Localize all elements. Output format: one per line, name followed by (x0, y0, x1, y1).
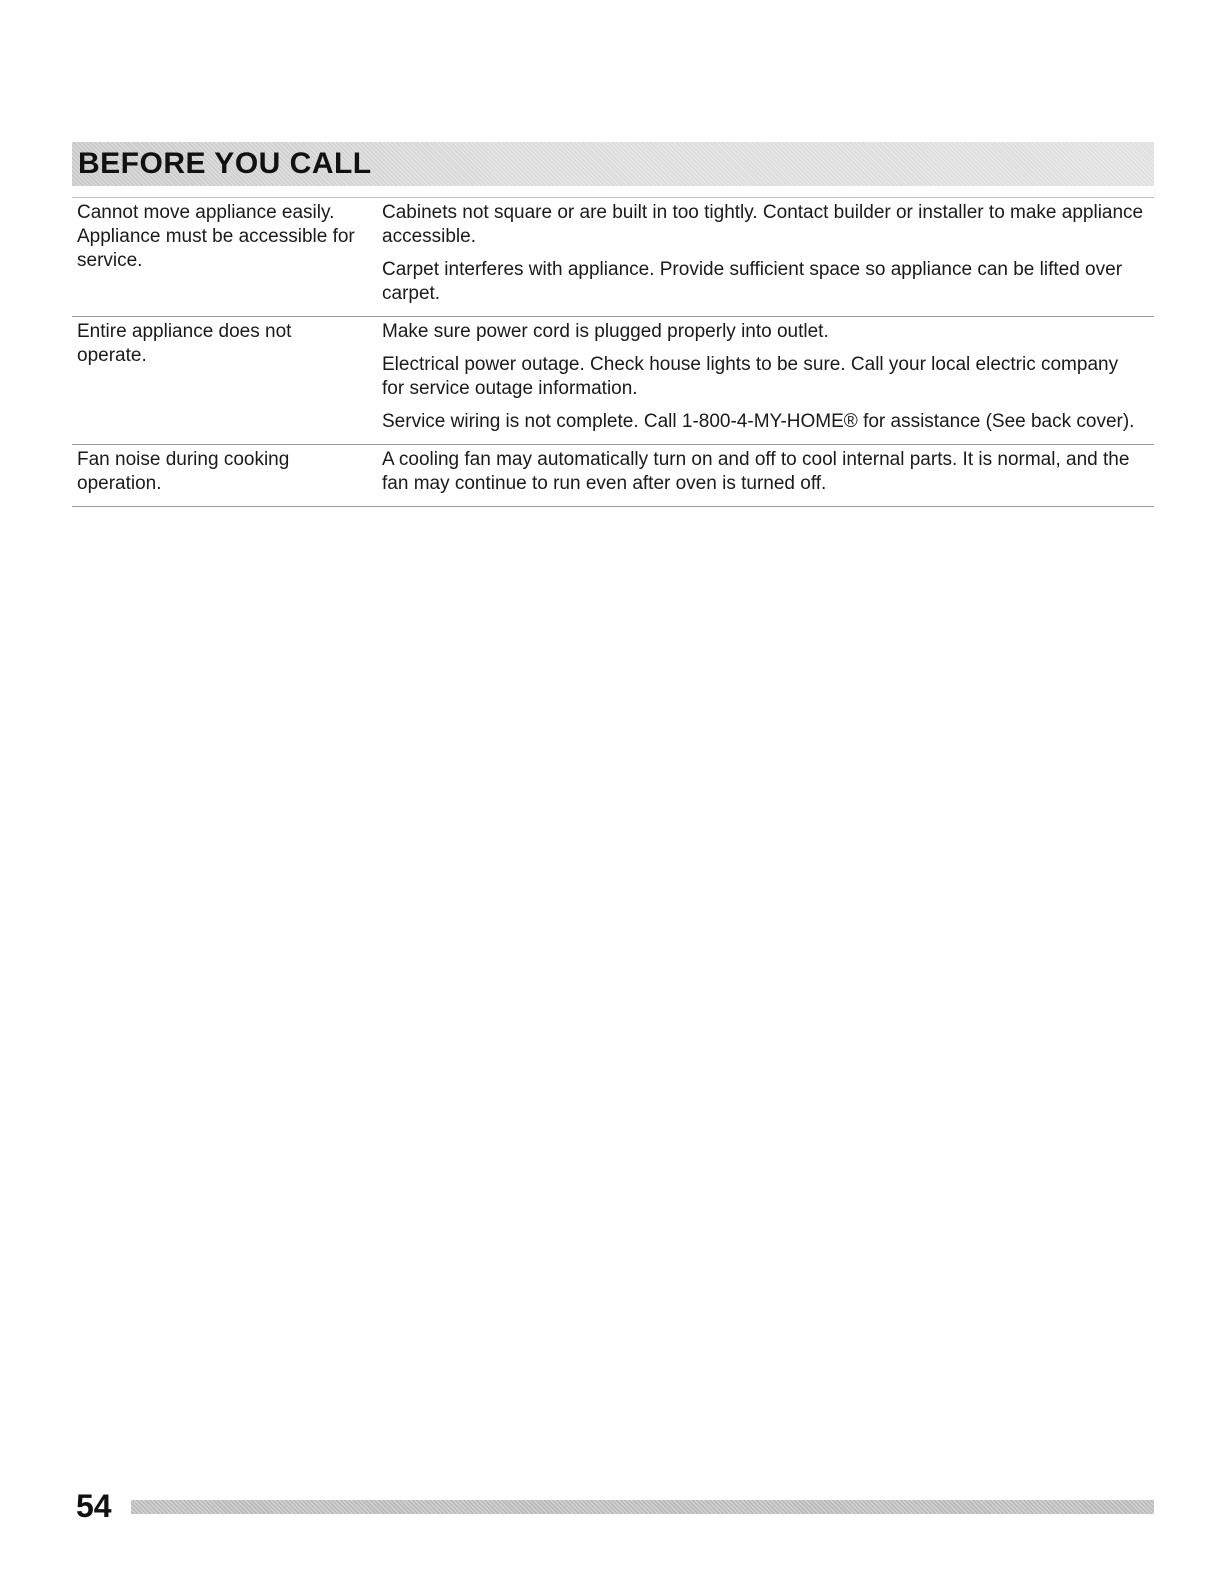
table-row (72, 317, 1154, 445)
problem-cell: Fan noise during cooking operation. (77, 449, 290, 494)
footer-bar (131, 1500, 1154, 1514)
solution-cell (377, 448, 1154, 496)
solution-cell (377, 201, 1154, 306)
solution-text: Cabinets not square or are built in too tightly. Contact builder or installer to make appliance accessible. (382, 202, 1144, 247)
problem-cell: Cannot move appliance easily. Appliance must be accessible for service. (77, 202, 355, 271)
solution-cell (377, 320, 1154, 434)
solution-text: Service wiring is not complete. Call 1-800-4-MY-HOME® for assistance (See back cover). (382, 411, 1135, 432)
table-row (72, 198, 1154, 317)
solution-text: Carpet interferes with appliance. Provide sufficient space so appliance can be lifted over carpet. (382, 259, 1123, 304)
section-title: BEFORE YOU CALL (78, 147, 372, 180)
section-header-bar (72, 142, 1154, 186)
table-row (72, 445, 1154, 507)
solution-text: A cooling fan may automatically turn on and off to cool internal parts. It is normal, and the fan may continue to run even after oven is turned off. (382, 449, 1130, 494)
problem-cell: Entire appliance does not operate. (77, 321, 292, 366)
solution-text: Electrical power outage. Check house lights to be sure. Call your local electric company for service outage information. (382, 354, 1119, 399)
troubleshooting-table (72, 197, 1154, 507)
page-number: 54 (76, 1488, 112, 1524)
solution-text: Make sure power cord is plugged properly into outlet. (382, 321, 829, 342)
page-footer (76, 1488, 1154, 1528)
